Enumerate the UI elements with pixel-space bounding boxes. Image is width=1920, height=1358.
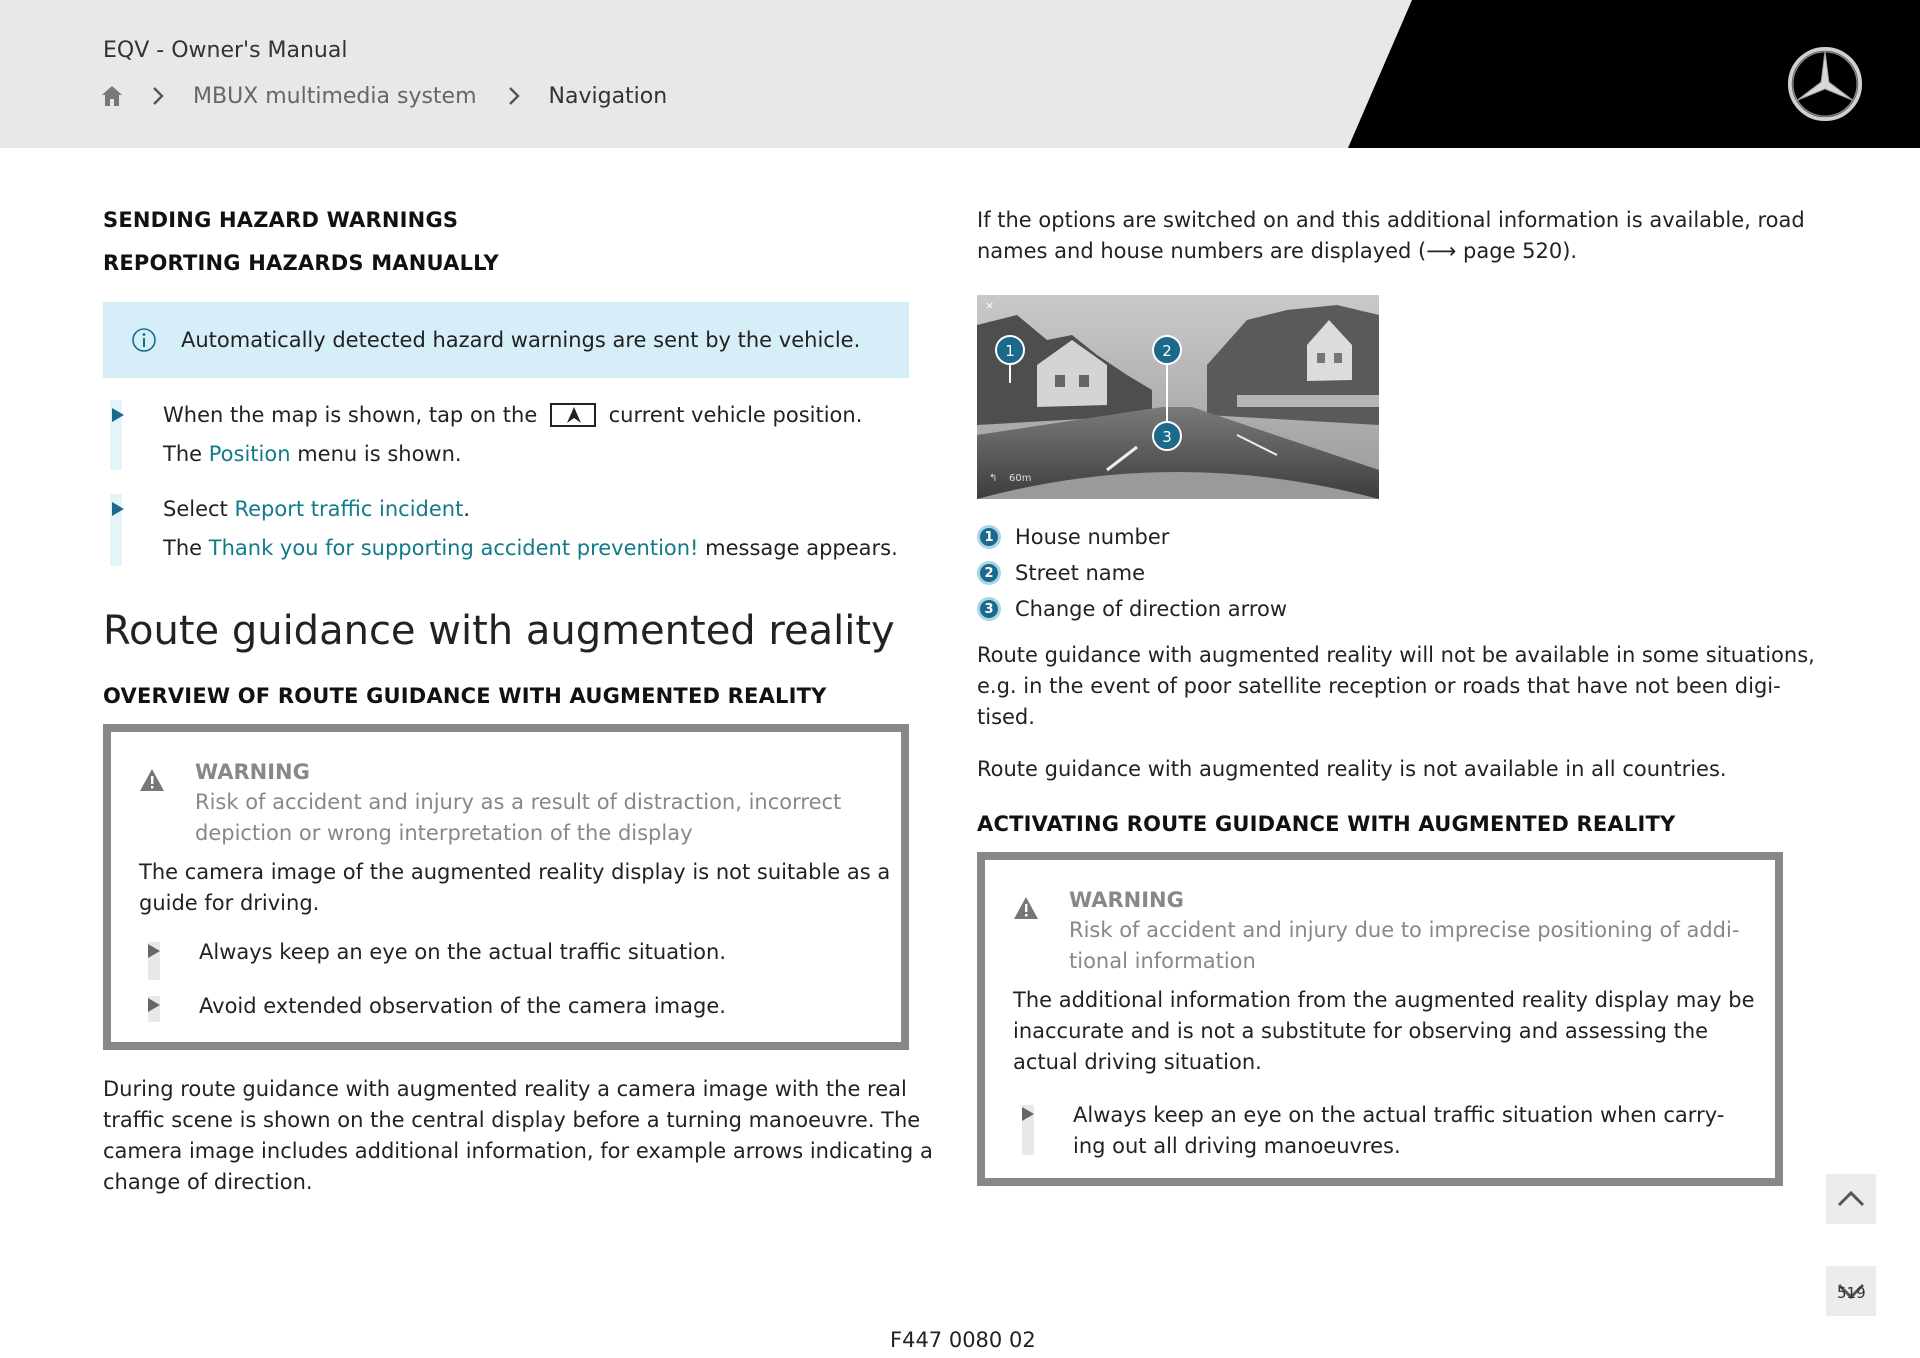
vehicle-position-icon[interactable]	[550, 403, 596, 427]
step2-pre: Select	[163, 497, 228, 521]
photo-marker-3: 3	[1162, 428, 1172, 446]
warning-icon	[1013, 896, 1039, 920]
step1-text-a: When the map is shown, tap on the	[163, 403, 538, 427]
play-arrow-icon	[112, 408, 124, 422]
intro-paragraph	[977, 205, 1805, 267]
instruction-step-1	[103, 400, 923, 470]
step1-result-pre: The	[163, 442, 203, 466]
warning-action-line-1: Always keep an eye on the actual traffic situation when carry-	[1073, 1103, 1725, 1127]
legend-item-1	[977, 525, 1169, 549]
instruction-step-2	[103, 494, 923, 566]
warning-box-1	[103, 724, 909, 1050]
legend-badge: 3	[977, 597, 1001, 621]
warning-body-line-1: The additional information from the augmented reality display may be	[1013, 988, 1755, 1012]
paragraph-line: Route guidance with augmented reality will not be available in some situations,	[977, 643, 1815, 667]
chevron-right-icon	[151, 86, 165, 106]
home-icon[interactable]	[101, 85, 123, 107]
info-note	[103, 302, 909, 378]
header-black-panel	[0, 0, 1920, 148]
play-arrow-icon	[1022, 1107, 1034, 1121]
link-position[interactable]: Position	[208, 442, 291, 466]
paragraph-line: change of direction.	[103, 1170, 313, 1194]
photo-distance-label: ↰	[989, 473, 998, 484]
warning-body-line-2: inaccurate and is not a substitute for observing and assessing the	[1013, 1019, 1709, 1043]
legend-badge: 2	[977, 561, 1001, 585]
warning-body-line-3: actual driving situation.	[1013, 1050, 1262, 1074]
photo-marker-1: 1	[1005, 342, 1015, 360]
link-report-traffic-incident[interactable]: Report traffic incident	[234, 497, 464, 521]
photo-distance-value: 60m	[1009, 473, 1032, 484]
warning-risk-line-1: Risk of accident and injury due to imprecise positioning of addi-	[1069, 918, 1740, 942]
augmented-reality-camera-image	[977, 295, 1379, 499]
warning-body-line-1: The camera image of the augmented reality display is not suitable as a	[139, 860, 891, 884]
paragraph-availability	[977, 640, 1815, 733]
photo-marker-2: 2	[1162, 342, 1172, 360]
warning-title: WARNING	[195, 760, 310, 784]
scroll-up-button[interactable]	[1826, 1174, 1876, 1224]
step2-result-pre: The	[163, 536, 203, 560]
warning-risk-line-2: depiction or wrong interpretation of the display	[195, 821, 693, 845]
play-arrow-icon	[148, 944, 160, 958]
paragraph-line: During route guidance with augmented reality a camera image with the real	[103, 1077, 907, 1101]
document-title: EQV - Owner's Manual	[103, 38, 348, 63]
step1-text-b: current vehicle position.	[608, 403, 863, 427]
paragraph-line: camera image includes additional information, for example arrows indicating a	[103, 1139, 933, 1163]
warning-risk-line-2: tional information	[1069, 949, 1256, 973]
photo-close-icon: ×	[985, 299, 995, 312]
page-number: 519	[1837, 1284, 1866, 1302]
heading-sending-hazard-warnings: SENDING HAZARD WARNINGS	[103, 208, 459, 232]
section-title: Route guidance with augmented reality	[103, 608, 895, 654]
chevron-up-icon	[1836, 1189, 1866, 1209]
paragraph-route-guidance	[103, 1074, 933, 1198]
paragraph-line: tised.	[977, 705, 1035, 729]
mercedes-star-logo[interactable]	[1786, 45, 1864, 123]
warning-risk-line-1: Risk of accident and injury as a result of distraction, incorrect	[195, 790, 842, 814]
step2-result-post: message appears.	[705, 536, 898, 560]
chevron-right-icon	[507, 86, 521, 106]
info-text: Automatically detected hazard warnings are sent by the vehicle.	[181, 328, 861, 352]
paragraph-line: traffic scene is shown on the central display before a turning manoeuvre. The	[103, 1108, 921, 1132]
legend-label: Change of direction arrow	[1015, 597, 1288, 621]
step1-result-post: menu is shown.	[297, 442, 462, 466]
paragraph-countries: Route guidance with augmented reality is not available in all countries.	[977, 757, 1727, 781]
legend-item-2	[977, 561, 1145, 585]
heading-activating: ACTIVATING ROUTE GUIDANCE WITH AUGMENTED REALITY	[977, 812, 1676, 836]
breadcrumb-item-mbux[interactable]: MBUX multimedia system	[193, 83, 477, 109]
page-header	[0, 0, 1920, 148]
warning-body-line-2: guide for driving.	[139, 891, 320, 915]
legend-label: Street name	[1015, 561, 1146, 585]
warning-action-2: Avoid extended observation of the camera image.	[199, 994, 726, 1018]
paragraph-line: names and house numbers are displayed (⟶ page 520).	[977, 239, 1578, 263]
warning-action-1: Always keep an eye on the actual traffic situation.	[199, 940, 726, 964]
document-code: F447 0080 02	[890, 1328, 1036, 1352]
warning-action-line-2: ing out all driving manoeuvres.	[1073, 1134, 1401, 1158]
warning-icon	[139, 768, 165, 792]
step2-post: .	[463, 497, 471, 521]
paragraph-line: If the options are switched on and this additional information is available, road	[977, 208, 1805, 232]
breadcrumb	[101, 80, 697, 112]
heading-overview: OVERVIEW OF ROUTE GUIDANCE WITH AUGMENTED REALITY	[103, 684, 827, 708]
warning-title: WARNING	[1069, 888, 1184, 912]
heading-reporting-hazards-manually: REPORTING HAZARDS MANUALLY	[103, 251, 499, 275]
legend-badge: 1	[977, 525, 1001, 549]
play-arrow-icon	[148, 998, 160, 1012]
play-arrow-icon	[112, 502, 124, 516]
breadcrumb-item-navigation: Navigation	[548, 83, 668, 109]
paragraph-line: e.g. in the event of poor satellite reception or roads that have not been digi-	[977, 674, 1781, 698]
link-thank-you-message[interactable]: Thank you for supporting accident prevention!	[208, 536, 699, 560]
warning-box-2	[977, 852, 1783, 1186]
info-icon	[131, 327, 157, 353]
legend-label: House number	[1015, 525, 1170, 549]
legend-item-3	[977, 597, 1287, 621]
